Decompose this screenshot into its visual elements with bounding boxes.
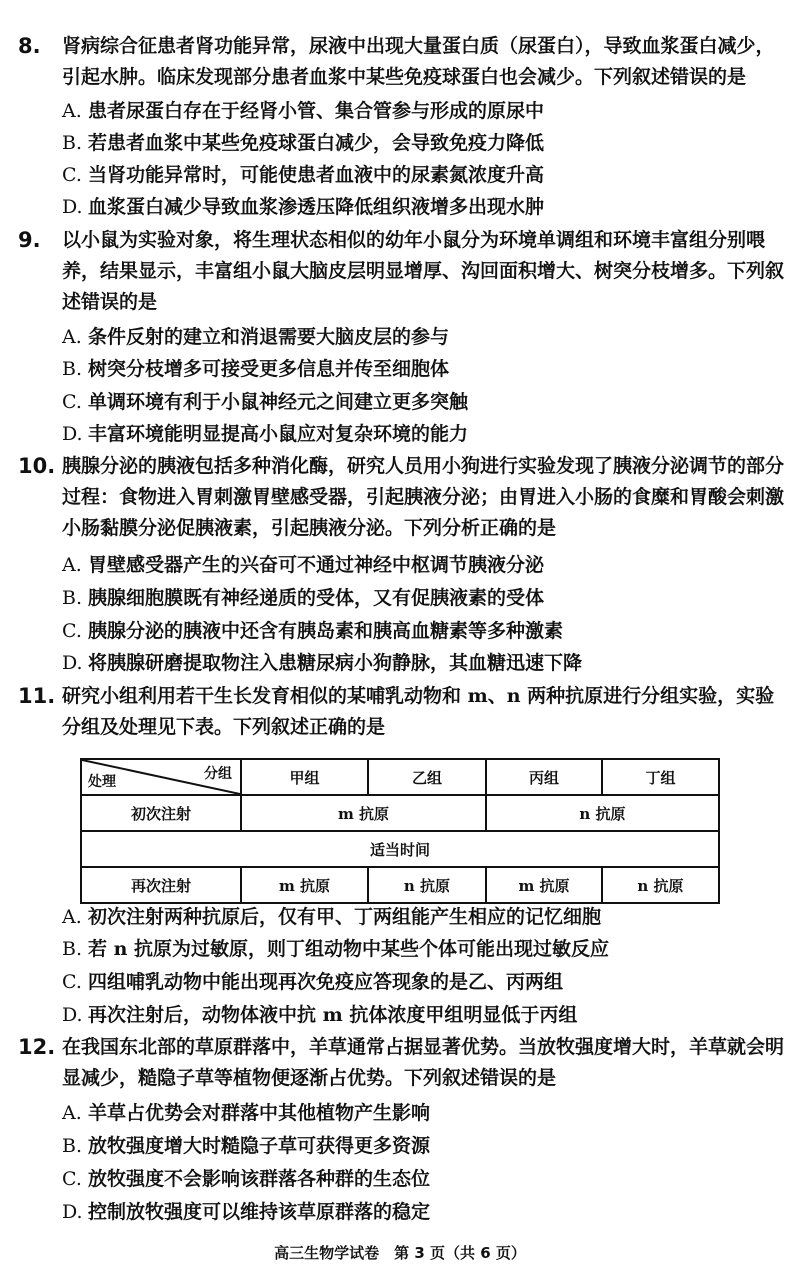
option-letter: B. [62,938,83,960]
table-corner-cell [81,759,241,795]
option-text: 胃壁感受器产生的兴奋可不通过神经中枢调节胰液分泌 [88,554,545,576]
question-8-option-c[interactable] [62,160,782,190]
question-8-number: 8. [18,34,41,58]
option-text: 四组哺乳动物中能出现再次免疫应答现象的是乙、丙两组 [88,971,564,993]
option-letter: B. [62,132,83,154]
question-12-option-b[interactable] [62,1131,782,1161]
question-11-stem: 研究小组利用若干生长发育相似的某哺乳动物和 m、n 两种抗原进行分组实验，实验分组及处理见下表。下列叙述正确的是 [62,685,775,738]
option-text: 当肾功能异常时，可能使患者血液中的尿素氮浓度升高 [88,164,545,186]
table-cell: m 抗原 [241,795,486,831]
question-9-option-b[interactable] [62,354,782,384]
page-footer: 高三生物学试卷 第 3 页（共 6 页） [274,1244,526,1262]
option-letter: A. [62,326,82,348]
question-11-number: 11. [18,684,56,708]
question-10-number: 10. [18,454,56,478]
option-text: 条件反射的建立和消退需要大脑皮层的参与 [88,326,450,348]
option-letter: C. [62,620,82,642]
table-cell: n 抗原 [368,867,486,903]
question-11-option-b[interactable] [62,934,782,964]
question-10-option-c[interactable] [62,616,782,646]
question-10-option-a[interactable] [62,550,782,580]
row-label: 再次注射 [81,867,241,903]
option-text: 胰腺分泌的胰液中还含有胰岛素和胰高血糖素等多种激素 [88,620,564,642]
option-text: 血浆蛋白减少导致血浆渗透压降低组织液增多出现水肿 [88,196,545,218]
option-letter: A. [62,906,82,928]
option-letter: B. [62,587,83,609]
table-cell: n 抗原 [602,867,719,903]
question-12-option-a[interactable] [62,1098,782,1128]
table-cell: m 抗原 [486,867,602,903]
table-cell: m 抗原 [241,867,368,903]
question-12-option-c[interactable] [62,1164,782,1194]
question-11-option-a[interactable] [62,902,782,932]
option-letter: A. [62,1102,82,1124]
corner-label-treatment: 处理 [88,774,116,790]
question-12-option-d[interactable] [62,1197,782,1227]
option-letter: B. [62,358,83,380]
option-text: 树突分枝增多可接受更多信息并传至细胞体 [88,358,450,380]
option-text: 放牧强度增大时糙隐子草可获得更多资源 [88,1135,431,1157]
option-letter: D. [62,1201,83,1223]
option-letter: D. [62,196,83,218]
table-cell: 适当时间 [81,831,719,867]
option-letter: B. [62,1135,83,1157]
option-letter: A. [62,554,82,576]
table-header-row [81,759,719,795]
question-12-number: 12. [18,1035,56,1059]
question-9-option-a[interactable] [62,322,782,352]
table-row-interval [81,831,719,867]
table-row-second-injection [81,867,719,903]
table-cell: n 抗原 [486,795,719,831]
question-11-option-d[interactable] [62,1000,782,1030]
option-text: 将胰腺研磨提取物注入患糖尿病小狗静脉，其血糖迅速下降 [88,652,583,674]
table-row-first-injection [81,795,719,831]
option-text: 若患者血浆中某些免疫球蛋白减少，会导致免疫力降低 [88,132,545,154]
option-text: 放牧强度不会影响该群落各种群的生态位 [88,1168,431,1190]
question-10-option-d[interactable] [62,648,782,678]
question-9-option-c[interactable] [62,387,782,417]
question-9-number: 9. [18,228,41,252]
option-text: 单调环境有利于小鼠神经元之间建立更多突触 [88,391,469,413]
option-letter: D. [62,423,83,445]
question-8-stem: 肾病综合征患者肾功能异常，尿液中出现大量蛋白质（尿蛋白），导致血浆蛋白减少，引起水肿。临床发现部分患者血浆中某些免疫球蛋白也会减少。下列叙述错误的是 [62,35,775,88]
option-text: 羊草占优势会对群落中其他植物产生影响 [88,1102,431,1124]
question-12-stem: 在我国东北部的草原群落中，羊草通常占据显著优势。当放牧强度增大时，羊草就会明显减少，糙隐子草等植物便逐渐占优势。下列叙述错误的是 [62,1036,785,1089]
option-text: 控制放牧强度可以维持该草原群落的稳定 [88,1201,431,1223]
option-letter: C. [62,971,82,993]
option-letter: D. [62,652,83,674]
question-9-stem: 以小鼠为实验对象，将生理状态相似的幼年小鼠分为环境单调组和环境丰富组分别喂养，结果显示，丰富组小鼠大脑皮层明显增厚、沟回面积增大、树突分枝增多。下列叙述错误的是 [62,229,785,313]
question-8-option-b[interactable] [62,128,782,158]
option-text: 若 n 抗原为过敏原，则丁组动物中某些个体可能出现过敏反应 [88,938,610,960]
question-9-option-d[interactable] [62,419,782,449]
question-10-stem: 胰腺分泌的胰液包括多种消化酶，研究人员用小狗进行实验发现了胰液分泌调节的部分过程：食物进入胃刺激胃壁感受器，引起胰液分泌；由胃进入小肠的食糜和胃酸会刺激小肠黏膜分泌促胰液素，引起胰液分泌。下列分析正确的是 [62,455,785,539]
option-letter: C. [62,1168,82,1190]
option-text: 患者尿蛋白存在于经肾小管、集合管参与形成的原尿中 [88,100,545,122]
option-letter: D. [62,1004,83,1026]
option-text: 初次注射两种抗原后，仅有甲、丁两组能产生相应的记忆细胞 [88,906,602,928]
option-letter: C. [62,164,82,186]
experiment-table [80,758,720,904]
group-header-ding: 丁组 [602,759,719,795]
row-label: 初次注射 [81,795,241,831]
option-text: 胰腺细胞膜既有神经递质的受体，又有促胰液素的受体 [88,587,545,609]
corner-label-group: 分组 [204,766,232,782]
question-8-option-d[interactable] [62,192,782,222]
group-header-yi: 乙组 [368,759,486,795]
option-letter: A. [62,100,82,122]
question-11-option-c[interactable] [62,967,782,997]
group-header-jia: 甲组 [241,759,368,795]
question-8-option-a[interactable] [62,96,782,126]
option-text: 丰富环境能明显提高小鼠应对复杂环境的能力 [88,423,469,445]
question-10-option-b[interactable] [62,583,782,613]
option-letter: C. [62,391,82,413]
option-text: 再次注射后，动物体液中抗 m 抗体浓度甲组明显低于丙组 [88,1004,578,1026]
group-header-bing: 丙组 [486,759,602,795]
